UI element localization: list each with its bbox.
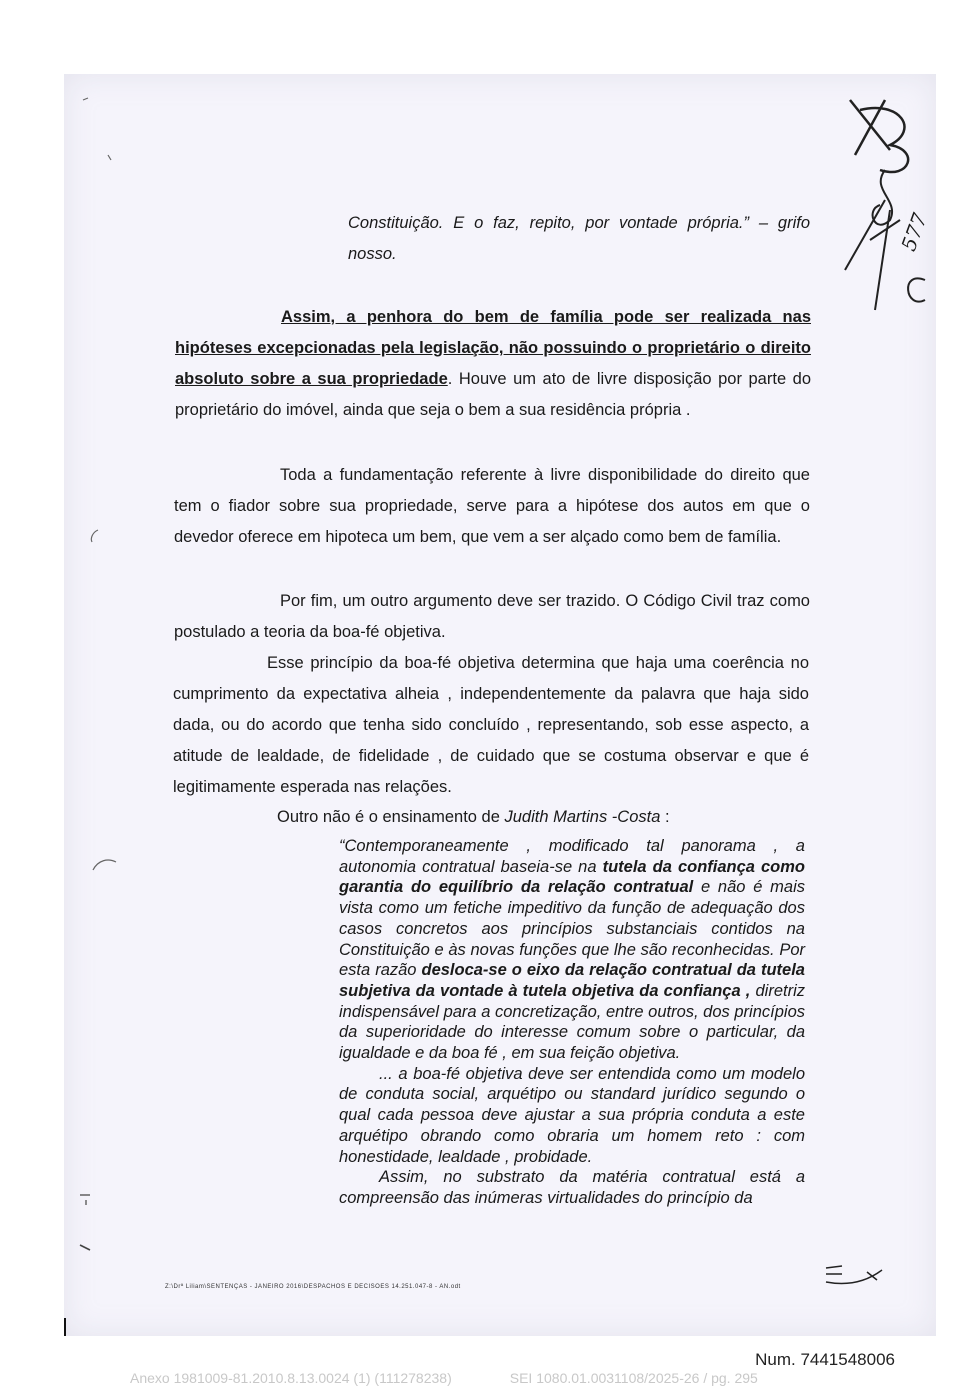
handwritten-initials-mark (830, 90, 940, 320)
quote-bold: tutela da confiança como garantia do equilíbrio da relação contratual (339, 857, 806, 897)
paragraph-3-text: Toda a fundamentação referente à livre disponibilidade do direito que tem o fiador sobre sua propriedade, serve para a hipótese dos autos em que o devedor oferece em hipoteca um bem, que vem a ser alçado como bem de família. (174, 466, 810, 546)
block-quote (339, 836, 805, 1209)
paragraph-2 (175, 302, 811, 426)
sei-label: SEI 1080.01.0031108/2025-26 / pg. 295 (509, 1370, 758, 1386)
quote-bold: desloca-se o eixo da relação contratual da tutela subjetiva da vontade à tutela objetiva da confiança , (339, 961, 805, 1000)
quote-text: “Contemporaneamente , modificado tal panorama , a autonomia contratual baseia-se na (339, 837, 805, 876)
quote-paragraph-2 (339, 1064, 805, 1168)
quote-text: e não é mais vista como um fetiche impeditivo da função de adequação dos casos concretos aos princípios substanciais contidos na Constituição e às novas funções que lhe são reconhecidas. Por esta razão (339, 878, 805, 980)
handwritten-margin-note: 577 (896, 209, 932, 255)
page-edge-mark (62, 1318, 68, 1338)
annex-footer (130, 1370, 758, 1386)
paragraph-6-start: Outro não é o ensinamento de (277, 808, 505, 826)
paragraph-5 (173, 648, 809, 803)
quoted-author: Judith Martins -Costa (504, 808, 661, 826)
signature-scribble (822, 1260, 892, 1290)
quote-text: Assim, no substrato da matéria contratual está a compreensão das inúmeras virtualidades do princípio da (339, 1168, 805, 1207)
paragraph-2-rest: . Houve um ato de livre disposição por parte do proprietário do imóvel, ainda que seja o bem a sua residência própria . (175, 370, 811, 419)
paragraph-6-end: : (660, 808, 670, 826)
paragraph-4-text: Por fim, um outro argumento deve ser trazido. O Código Civil traz como postulado a teoria da boa-fé objetiva. (174, 592, 810, 641)
document-number: Num. 7441548006 (755, 1350, 895, 1369)
scan-specks (78, 80, 118, 1280)
quote-text: ... a boa-fé objetiva deve ser entendida como um modelo de conduta social, arquétipo ou standard jurídico segundo o qual cada pessoa deve ajustar a sua própria conduta a este arquétipo obrando como obraria um homem reto : com honestidade, lealdade , probidade. (339, 1064, 805, 1166)
annex-label: Anexo 1981009-81.2010.8.13.0024 (1) (111278238) (130, 1370, 452, 1386)
quote-paragraph-3 (339, 1167, 805, 1208)
file-path-footer: Z:\Drª Liliam\SENTENÇAS - JANEIRO 2016\DESPACHOS E DECISOES 14.251.047-8 - AN.odt (165, 1284, 461, 1290)
paragraph-5-text: Esse princípio da boa-fé objetiva determina que haja uma coerência no cumprimento da expectativa alheia , independentemente da palavra que haja sido dada, ou do acordo que tenha sido concluído , representando, sob esse aspecto, a atitude de lealdade, de fidelidade , de cuidado que se costuma observar e que é legitimamente esperada nas relações. (173, 654, 809, 796)
paragraph-4 (174, 586, 810, 648)
paragraph-6 (277, 802, 817, 833)
paragraph-1: Constituição. E o faz, repito, por vontade própria.” – grifo nosso. (348, 214, 810, 263)
quote-paragraph-1 (339, 836, 805, 1064)
paragraph-2-underlined: Assim, a penhora do bem de família pode ser realizada nas hipóteses excepcionadas pela legislação, não possuindo o proprietário o direito absoluto sobre a sua propriedade (175, 308, 811, 388)
quote-text: diretriz indispensável para a concretização, entre outros, dos princípios da superioridade do interesse comum sobre o particular, da igualdade e da boa fé , em sua feição objetiva. (339, 981, 805, 1063)
paragraph-3 (174, 460, 810, 553)
